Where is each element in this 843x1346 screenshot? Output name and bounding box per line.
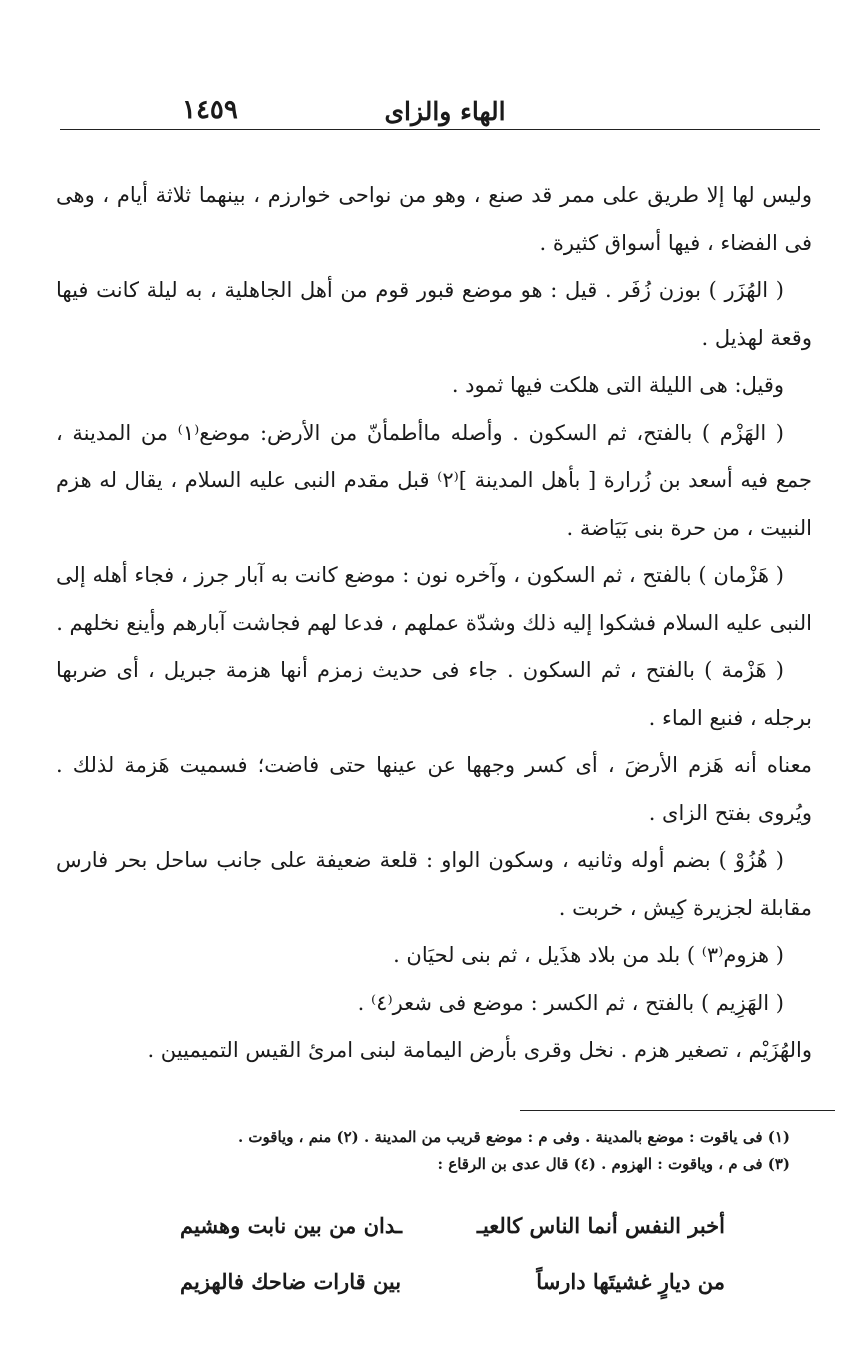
entry-paragraph: ( هَزْمان ) بالفتح ، ثم السكون ، وآخره نون : موضع كانت به آبار جرز ، فجاء أهله إلى النبى عليه السلام فشكوا إليه ذلك وشدّة عملهم ، فدعا لهم فجاشت آبارهم وأينع نخلهم . [56,563,812,635]
running-title: الهاء والزاى [384,97,506,126]
header-rule [60,129,820,130]
main-text [56,172,812,1075]
footnote-line: (٣) فى م ، وياقوت : الهزوم . (٤) قال عدى بن الرقاع : [437,1155,790,1173]
entry-paragraph: ( الهَزْم ) بالفتح، ثم السكون . وأصله ماأطمأنّ من الأرض: موضع⁽١⁾ من المدينة ، جمع فيه أسعد بن زُرارة [ بأهل المدينة ]⁽٢⁾ قبل مقدم النبى عليه السلام ، يقال له هزم النبيت ، من حرة بنى بَيَاضة . [56,420,812,540]
entry-paragraph: ( هزوم⁽٣⁾ ) بلد من بلاد هذَيل ، ثم بنى لحيَان . [393,943,784,967]
poem-verse [180,1254,725,1310]
entry-paragraph: ( هُزُوْ ) بضم أوله وثانيه ، وسكون الواو : قلعة ضعيفة على جانب ساحل بحر فارس مقابلة لجزيرة كِيش ، خربت . [56,848,812,920]
poem [180,1198,725,1310]
poem-verse [180,1198,725,1254]
page-header [70,95,820,129]
poem-first-hemistich: أخبر النفس أنما الناس كالعيـ [476,1213,725,1238]
entry-paragraph: والهُزَيْم ، تصغير هزم . نخل وقرى بأرض اليمامة لبنى امرئ القيس التميميين . [147,1038,812,1062]
poem-second-hemistich: بين قارات ضاحك فالهزيم [180,1269,402,1294]
entry-paragraph: ( هَزْمة ) بالفتح ، ثم السكون . جاء فى حديث زمزم أنها هزمة جبريل ، أى ضربها برجله ، فنبع الماء . [56,658,812,730]
footnote-line: (١) فى ياقوت : موضع بالمدينة . وفى م : موضع قريب من المدينة . (٢) منم ، وياقوت . [237,1128,790,1146]
entry-paragraph: ( الهَزِيم ) بالفتح ، ثم الكسر : موضع فى شعر⁽٤⁾ . [357,990,784,1015]
poem-first-hemistich: من ديارٍ غشيتَها دارساً [536,1269,725,1294]
footnotes [100,1124,790,1178]
paragraph: معناه أنه هَزم الأرضَ ، أى كسر وجهها عن عينها حتى فاضت؛ فسميت هَزمة لذلك . ويُروى بفتح الزاى . [56,753,812,825]
footnote-rule [520,1110,835,1111]
page-number: ١٤٥٩ [182,95,238,125]
paragraph: وقيل: هى الليلة التى هلكت فيها ثمود . [451,373,784,397]
entry-paragraph: ( الهُزَر ) بوزن زُفَر . قيل : هو موضع قبور قوم من أهل الجاهلية ، به ليلة كانت فيها وقعة لهذيل . [56,278,812,350]
paragraph: وليس لها إلا طريق على ممر قد صنع ، وهو من نواحى خوارزم ، بينهما ثلاثة أيام ، وهى فى الفضاء ، فيها أسواق كثيرة . [56,183,812,255]
poem-second-hemistich: ـدان من بين نابت وهشيم [180,1213,403,1238]
